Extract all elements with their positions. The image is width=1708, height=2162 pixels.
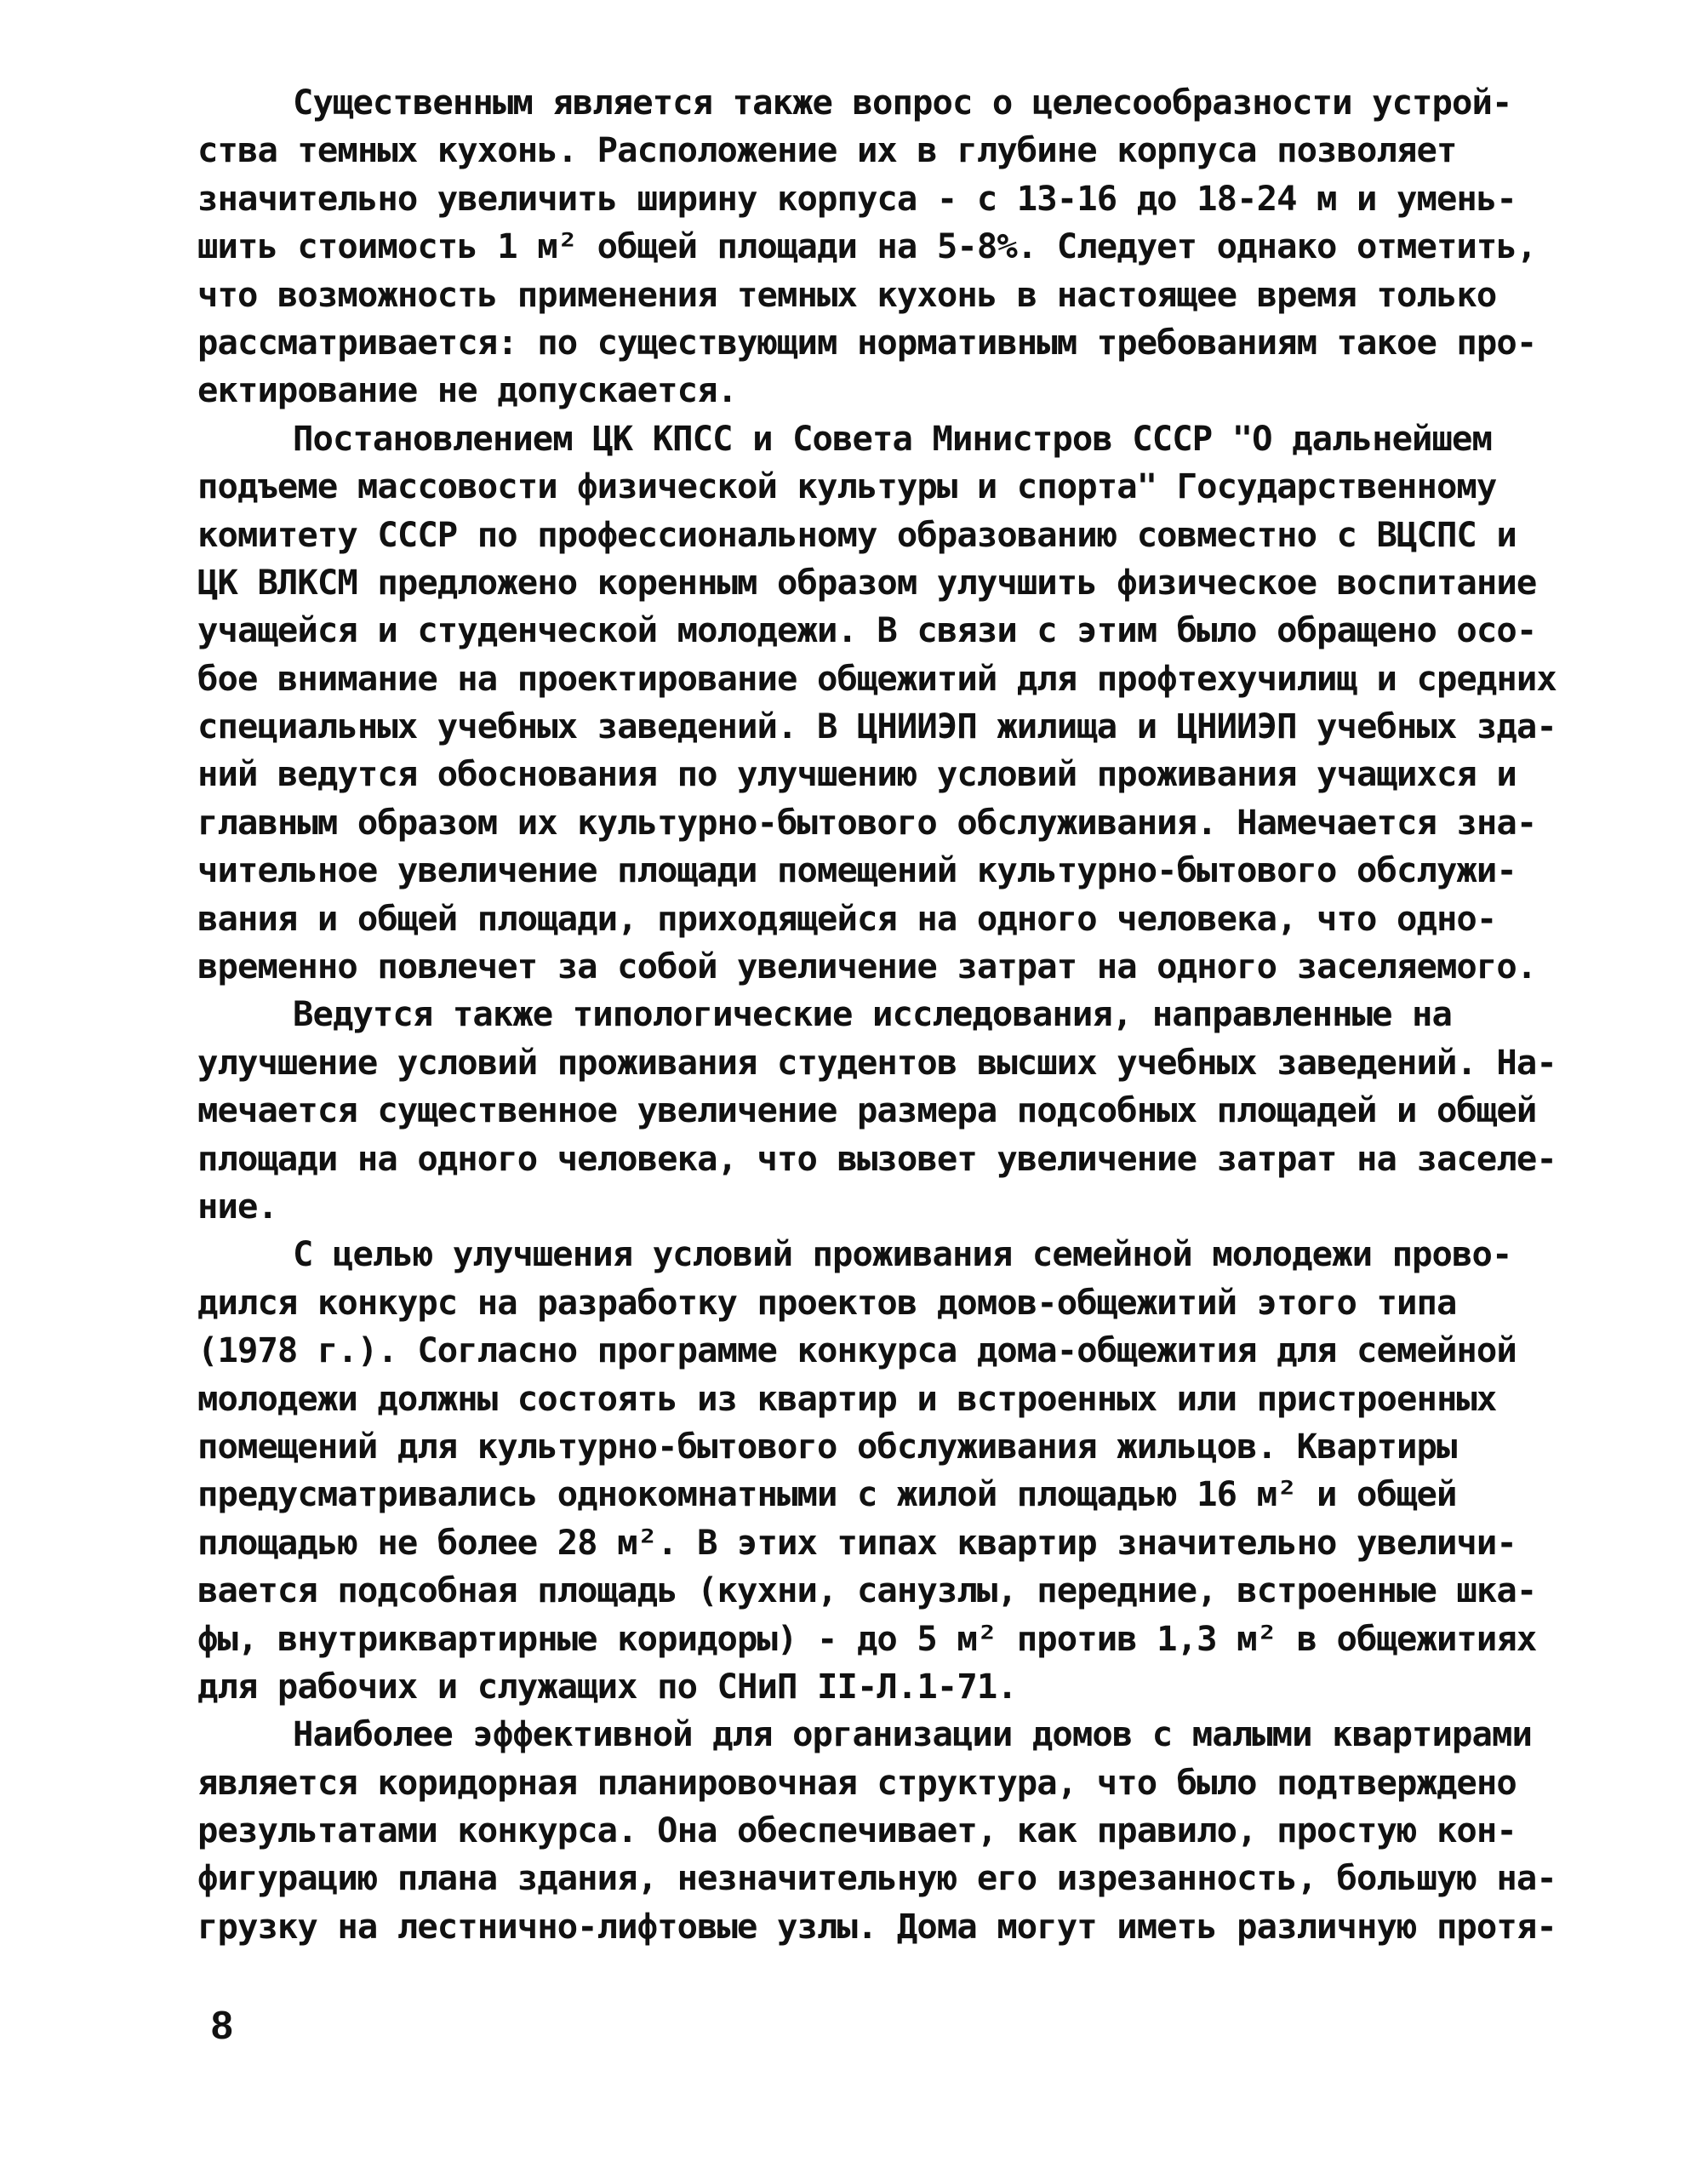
text-line: дился конкурс на разработку проектов домов-общежитий этого типа [197, 1281, 1457, 1323]
text-line: что возможность применения темных кухонь в настоящее время только [197, 273, 1497, 315]
text-line: значительно увеличить ширину корпуса - с 13-16 до 18-24 м и умень- [197, 177, 1517, 219]
text-line: ства темных кухонь. Расположение их в глубине корпуса позволяет [197, 129, 1457, 171]
text-line: (1978 г.). Согласно программе конкурса дома-общежития для семейной [197, 1330, 1517, 1371]
text-line: помещений для культурно-бытового обслуживания жильцов. Квартиры [197, 1425, 1457, 1467]
text-line: подъеме массовости физической культуры и спорта" Государственному [197, 466, 1497, 507]
body-text [197, 78, 1557, 1950]
text-line: специальных учебных заведений. В ЦНИИЭП жилища и ЦНИИЭП учебных зда- [197, 706, 1557, 747]
paragraph-4 [197, 1230, 1537, 1710]
text-line: фигурацию плана здания, незначительную его изрезанность, большую на- [197, 1857, 1557, 1899]
text-line: Наиболее эффективной для организации домов с малыми квартирами [293, 1713, 1532, 1755]
text-line: ний ведутся обоснования по улучшению условий проживания учащихся и [197, 753, 1517, 795]
page-number: 8 [211, 2003, 233, 2047]
text-line: временно повлечет за собой увеличение затрат на одного заселяемого. [197, 946, 1537, 987]
text-line: ние. [197, 1185, 277, 1227]
paragraph-3 [197, 990, 1557, 1230]
text-line: площади на одного человека, что вызовет увеличение затрат на заселе- [197, 1137, 1557, 1179]
text-line: шить стоимость 1 м² общей площади на 5-8%. Следует однако отметить, [197, 226, 1537, 267]
text-line: Постановлением ЦК КПСС и Совета Министров СССР "О дальнейшем [293, 417, 1492, 459]
text-line: улучшение условий проживания студентов высших учебных заведений. На- [197, 1041, 1557, 1083]
text-line: предусматривались однокомнатными с жилой площадью 16 м² и общей [197, 1473, 1457, 1515]
text-line: для рабочих и служащих по СНиП II-Л.1-71. [197, 1665, 1017, 1707]
text-line: С целью улучшения условий проживания семейной молодежи прово- [293, 1233, 1512, 1275]
text-line: мечается существенное увеличение размера подсобных площадей и общей [197, 1090, 1537, 1131]
paragraph-2 [197, 415, 1557, 991]
text-line: площадью не более 28 м². В этих типах квартир значительно увеличи- [197, 1521, 1517, 1563]
text-line: ЦК ВЛКСМ предложено коренным образом улучшить физическое воспитание [197, 561, 1537, 603]
text-line: бое внимание на проектирование общежитий для профтехучилищ и средних [197, 657, 1557, 699]
paragraph-1 [197, 78, 1537, 415]
text-line: комитету СССР по профессиональному образованию совместно с ВЦСПС и [197, 513, 1517, 555]
paragraph-5 [197, 1710, 1557, 1950]
text-line: результатами конкурса. Она обеспечивает, как правило, простую кон- [197, 1810, 1517, 1851]
text-line: рассматривается: по существующим нормативным требованиям такое про- [197, 321, 1537, 363]
text-line: учащейся и студенческой молодежи. В связи с этим было обращено осо- [197, 609, 1537, 651]
text-line: молодежи должны состоять из квартир и встроенных или пристроенных [197, 1377, 1497, 1419]
text-line: Существенным является также вопрос о целесообразности устрой- [293, 82, 1512, 123]
text-line: вается подсобная площадь (кухни, санузлы, передние, встроенные шка- [197, 1570, 1537, 1611]
text-line: ектирование не допускается. [197, 369, 738, 411]
text-line: чительное увеличение площади помещений культурно-бытового обслужи- [197, 849, 1517, 891]
text-line: главным образом их культурно-бытового обслуживания. Намечается зна- [197, 801, 1537, 843]
text-line: грузку на лестнично-лифтовые узлы. Дома могут иметь различную протя- [197, 1905, 1557, 1947]
text-line: Ведутся также типологические исследования, направленные на [293, 993, 1453, 1035]
text-line: фы, внутриквартирные коридоры) - до 5 м² против 1,3 м² в общежитиях [197, 1617, 1537, 1659]
text-line: вания и общей площади, приходящейся на одного человека, что одно- [197, 897, 1497, 939]
text-line: является коридорная планировочная структура, что было подтверждено [197, 1761, 1517, 1803]
